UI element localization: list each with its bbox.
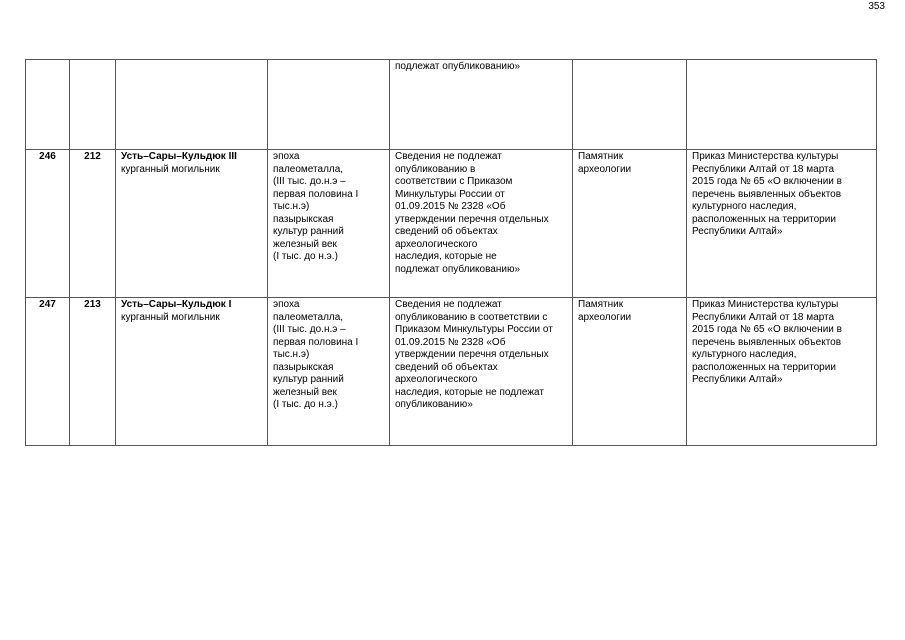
document-cell: [687, 298, 877, 446]
document-cell: [687, 150, 877, 298]
dating-line: железный век: [273, 386, 337, 398]
info-line: утверждении перечня отдельных: [395, 349, 549, 360]
dating-line: культур ранний: [273, 374, 344, 385]
category-line: Памятник: [578, 299, 624, 310]
name-cell: [116, 298, 268, 446]
dating-line: железный век: [273, 238, 337, 250]
info-cell: [390, 60, 573, 150]
seq-cell: [26, 60, 70, 150]
info-line: сведений об объектах: [395, 226, 498, 237]
info-line: 01.09.2015 № 2328 «Об: [395, 336, 506, 348]
info-line: опубликованию в соответствии с: [395, 311, 548, 323]
document-line: Республики Алтай»: [692, 226, 783, 237]
table-row-continuation: [26, 60, 877, 150]
dating-line: эпоха: [273, 299, 300, 310]
name-cell: [116, 150, 268, 298]
seq-cell: 247: [26, 298, 70, 446]
dating-line: первая половина I: [273, 336, 359, 348]
dating-line: (III тыс. до.н.э –: [273, 176, 346, 187]
info-cell: [390, 150, 573, 298]
seq-cell: 246: [26, 150, 70, 298]
info-cell: [390, 298, 573, 446]
info-line: подлежат опубликованию»: [395, 263, 521, 275]
dating-cell: [268, 60, 390, 150]
dating-line: тыс.н.э): [273, 201, 310, 212]
category-line: археологии: [578, 163, 632, 175]
category-line: археологии: [578, 311, 632, 323]
document-line: перечень выявленных объектов: [692, 188, 842, 200]
info-line: подлежат опубликованию»: [395, 61, 521, 72]
info-line: соответствии с Приказом: [395, 176, 513, 187]
document-line: расположенных на территории: [692, 213, 836, 225]
document-line: 2015 года № 65 «О включении в: [692, 176, 842, 187]
document-line: Приказ Министерства культуры: [692, 151, 839, 162]
info-line: сведений об объектах: [395, 361, 498, 373]
dating-line: тыс.н.э): [273, 349, 310, 360]
category-line: Памятник: [578, 151, 624, 162]
document-cell: [687, 60, 877, 150]
name-cell: [116, 60, 268, 150]
category-cell: [573, 298, 687, 446]
number-cell: [70, 60, 116, 150]
dating-line: (III тыс. до.н.э –: [273, 324, 346, 335]
info-line: Сведения не подлежат: [395, 299, 502, 310]
info-line: археологического: [395, 374, 478, 385]
document-line: Республики Алтай»: [692, 374, 783, 385]
number-cell: 212: [70, 150, 116, 298]
site-type: курганный могильник: [121, 311, 220, 323]
dating-line: первая половина I: [273, 188, 359, 200]
info-line: наследия, которые не подлежат: [395, 386, 544, 398]
dating-line: эпоха: [273, 151, 300, 162]
document-line: Приказ Министерства культуры: [692, 299, 839, 310]
dating-line: палеометалла,: [273, 163, 344, 175]
document-line: культурного наследия,: [692, 201, 797, 212]
document-line: перечень выявленных объектов: [692, 336, 842, 348]
number-cell: 213: [70, 298, 116, 446]
info-line: утверждении перечня отдельных: [395, 213, 549, 225]
document-line: 2015 года № 65 «О включении в: [692, 324, 842, 335]
info-line: наследия, которые не: [395, 251, 497, 262]
site-type: курганный могильник: [121, 163, 220, 175]
info-line: Минкультуры России от: [395, 188, 505, 200]
dating-line: пазырыкская: [273, 361, 334, 373]
dating-cell: [268, 298, 390, 446]
info-line: археологического: [395, 238, 478, 250]
document-line: Республики Алтай от 18 марта: [692, 163, 835, 175]
site-name: Усть–Сары–Кульдюк III: [121, 151, 237, 162]
info-line: Приказом Минкультуры России от: [395, 324, 553, 335]
table-row: [26, 150, 877, 298]
page-number: 353: [868, 1, 885, 12]
category-cell: [573, 60, 687, 150]
dating-line: (I тыс. до н.э.): [273, 251, 338, 262]
info-line: опубликованию»: [395, 399, 473, 410]
dating-line: палеометалла,: [273, 311, 344, 323]
dating-line: (I тыс. до н.э.): [273, 399, 338, 410]
dating-cell: [268, 150, 390, 298]
info-line: опубликованию в: [395, 163, 476, 175]
dating-line: культур ранний: [273, 226, 344, 237]
info-line: Сведения не подлежат: [395, 151, 502, 162]
document-line: расположенных на территории: [692, 361, 836, 373]
category-cell: [573, 150, 687, 298]
document-line: Республики Алтай от 18 марта: [692, 311, 835, 323]
table-row: [26, 298, 877, 446]
document-line: культурного наследия,: [692, 349, 797, 360]
dating-line: пазырыкская: [273, 213, 334, 225]
heritage-registry-table: [25, 59, 877, 446]
info-line: 01.09.2015 № 2328 «Об: [395, 201, 506, 212]
site-name: Усть–Сары–Кульдюк I: [121, 299, 232, 310]
